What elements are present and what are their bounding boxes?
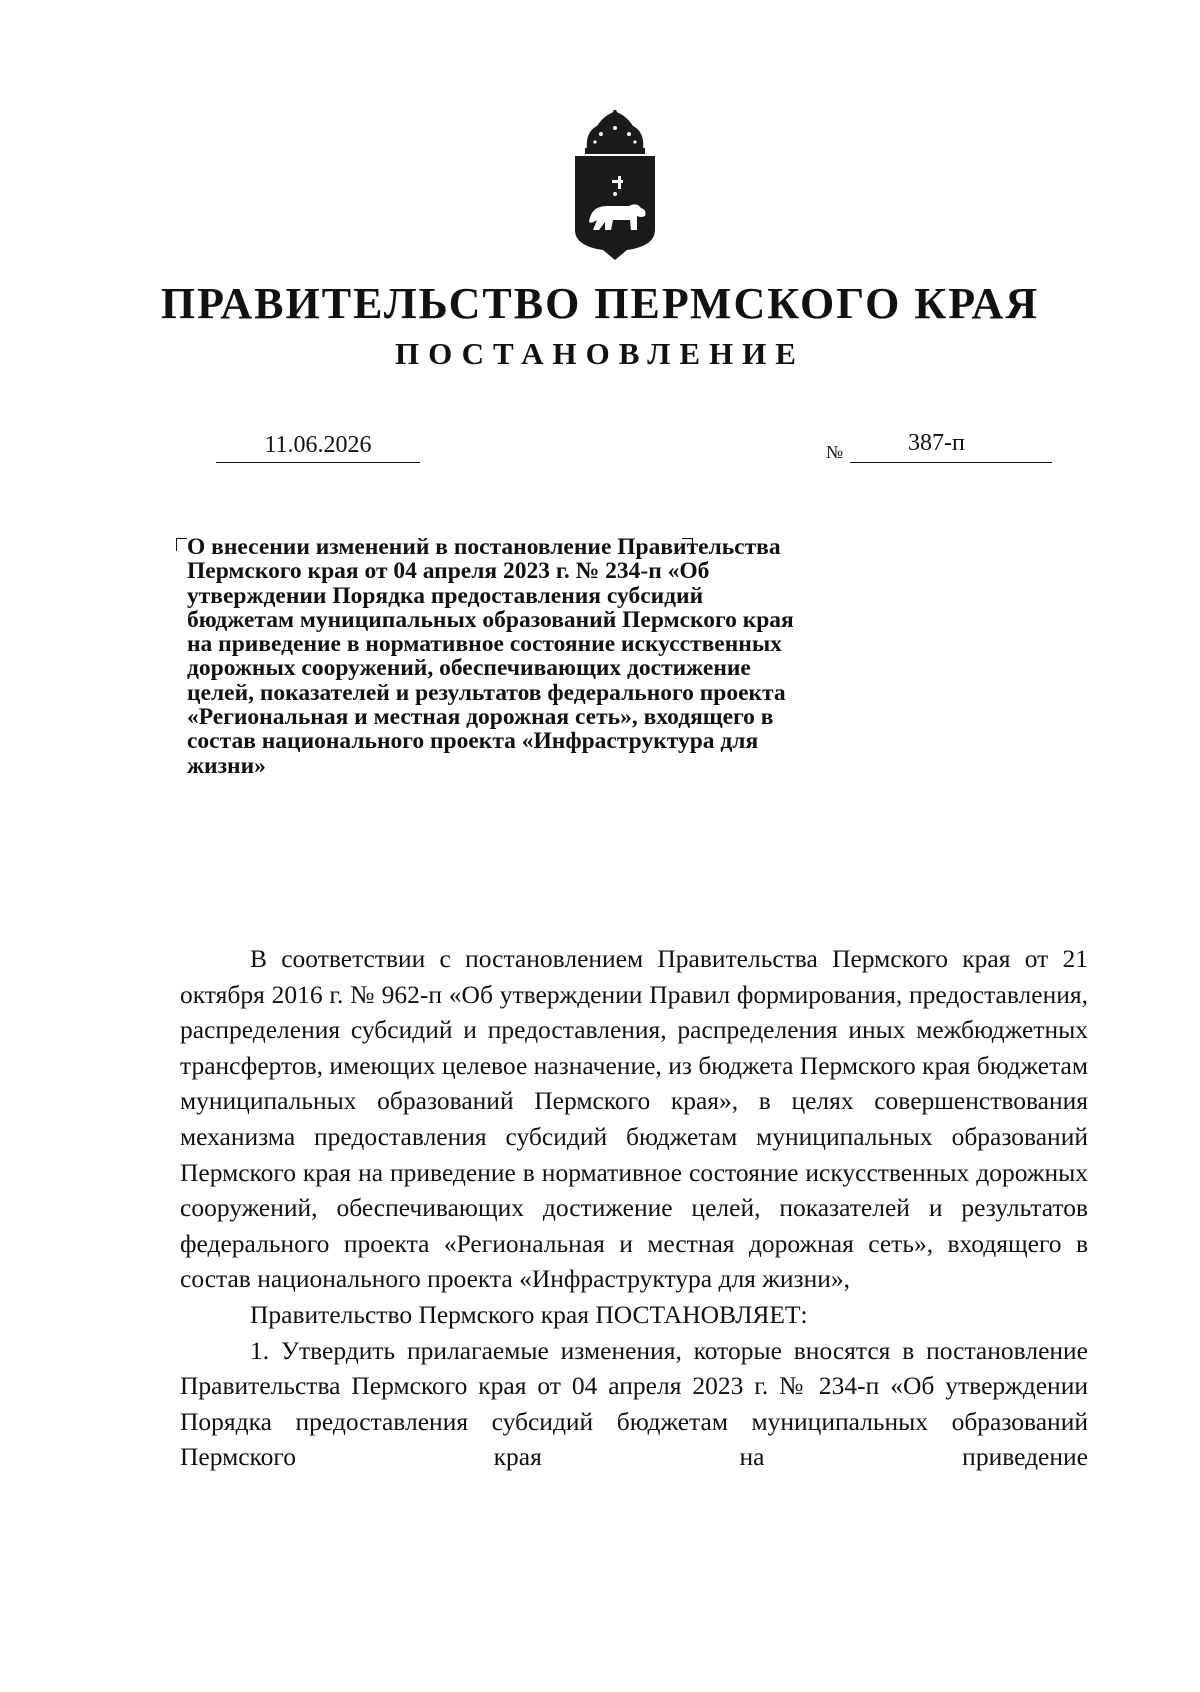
item-1-paragraph: 1. Утвердить прилагаемые изменения, которые вносятся в постановление Правительства Пермского края от 04 апреля 2023 г. № 234-п «Об утверждении Порядка предоставления субсидий бюджетам муниципальных образований Пермского края на приведение — [180, 1335, 1088, 1472]
number-sign: № — [826, 442, 844, 462]
document-body — [180, 941, 1088, 1475]
document-subject: О внесении изменений в постановление Правительства Пермского края от 04 апреля 2023 г. № 234-п «Об утверждении Порядка предоставления субсидий бюджетам муниципальных образований Пермского края на приведение в нормативное состояние искусственных дорожных сооружений, обеспечивающих достижение целей, показателей и результатов федерального проекта «Региональная и местная дорожная сеть», входящего в состав национального проекта «Инфраструктура для жизни» — [187, 534, 794, 779]
organization-title: ПРАВИТЕЛЬСТВО ПЕРМСКОГО КРАЯ — [160, 279, 1040, 328]
subject-bracket-left — [176, 538, 187, 551]
preamble-paragraph: В соответствии с постановлением Правительства Пермского края от 21 октября 2016 г. № 962-п «Об утверждении Правил формирования, предоставления, распределения субсидий и предоставления, распределения иных межбюджетных трансфертов, имеющих целевое назначение, из бюджета Пермского края бюджетам муниципальных образований Пермского края», в целях совершенствования механизма предоставления субсидий бюджетам муниципальных образований Пермского края на приведение в нормативное состояние искусственных дорожных сооружений, обеспечивающих достижение целей, показателей и результатов федерального проекта «Региональная и местная дорожная сеть», входящего в состав национального проекта «Инфраструктура для жизни», — [180, 944, 1088, 1294]
document-date: 11.06.2026 — [216, 428, 420, 463]
document-type: ПОСТАНОВЛЕНИЕ — [395, 336, 805, 371]
document-number: 387-п — [908, 430, 965, 456]
resolution-paragraph: Правительство Пермского края ПОСТАНОВЛЯЕТ: — [250, 1299, 808, 1329]
document-number-field — [850, 426, 1052, 463]
coat-of-arms-icon — [567, 110, 663, 262]
